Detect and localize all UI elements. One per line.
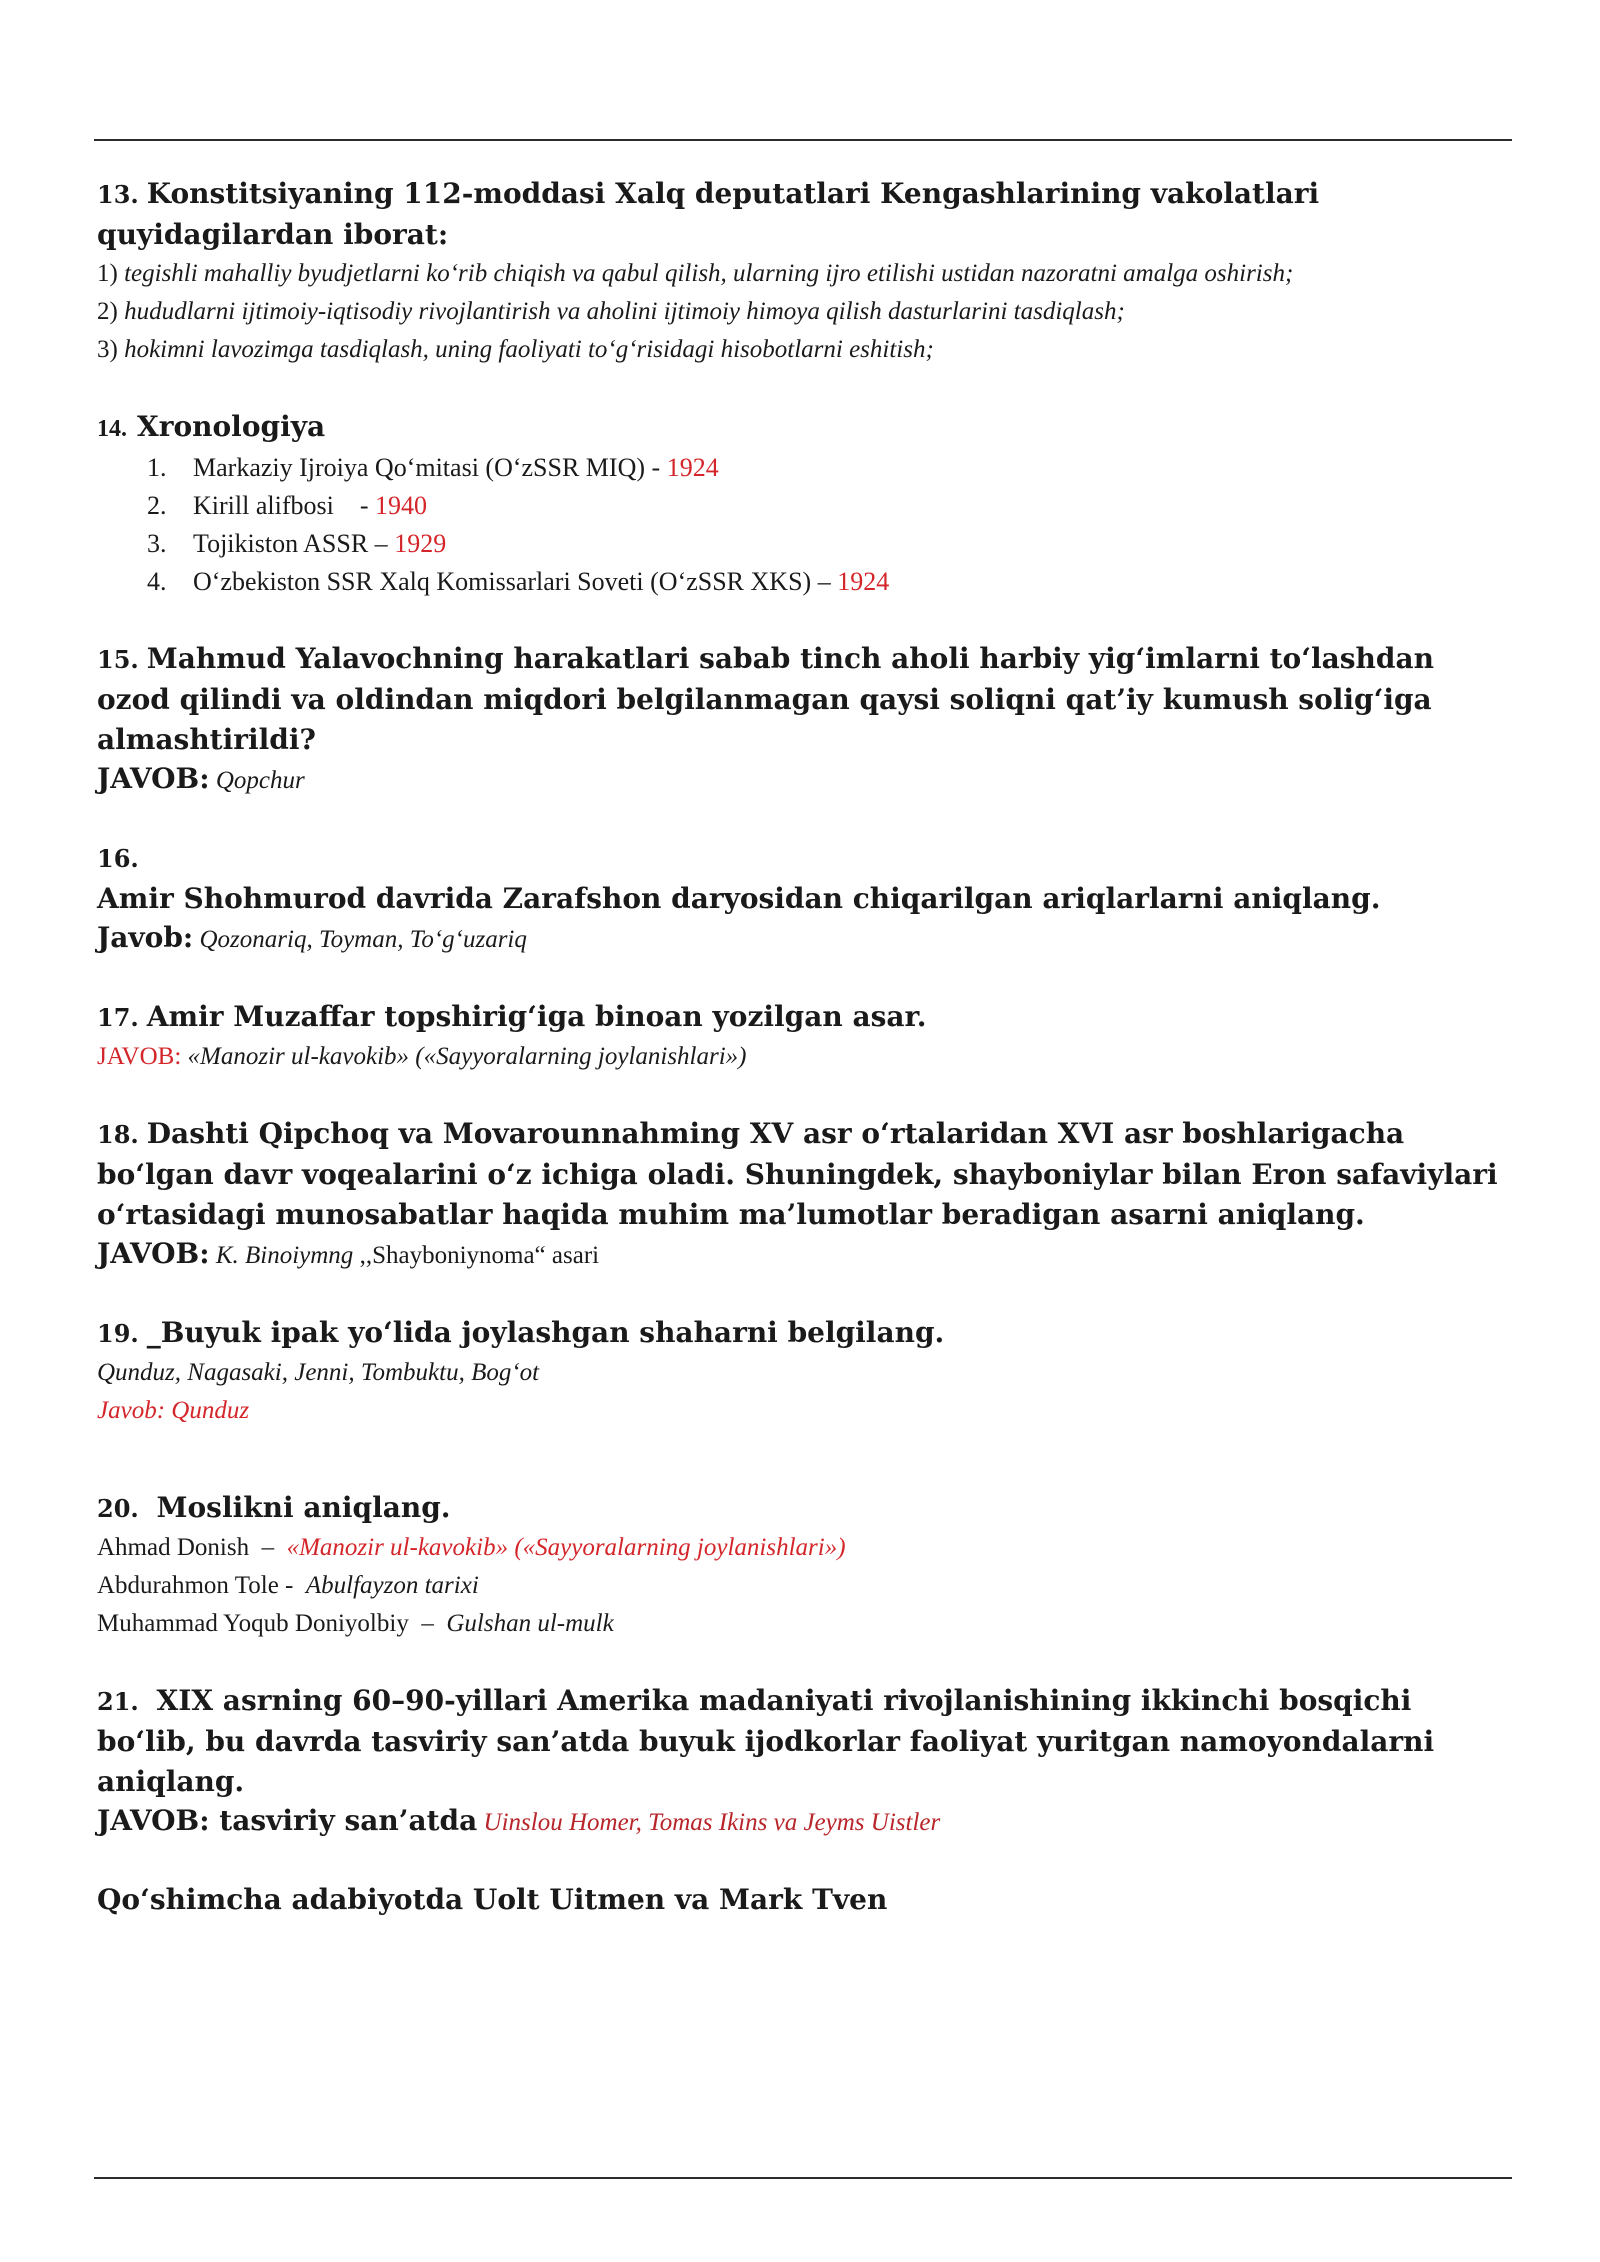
question-number: 19. [97,1319,139,1348]
footer-rule [94,2177,1512,2179]
question-number: 18. [97,1120,139,1149]
question-number: 14. [97,416,127,442]
header-rule [94,139,1512,141]
question-number: 15. [97,645,139,674]
list-item: 4. O‘zbekiston SSR Xalq Komissarlari Soveti (O‘zSSR XKS) – 1924 [147,567,890,596]
question-19 [97,1313,1507,1430]
question-number: 16. [97,844,139,873]
answer-line: JAVOB: tasviriy san’atda Uinslou Homer, Tomas Ikins va Jeyms Uistler [97,1804,941,1837]
question-title: Xronologiya [137,410,326,443]
question-18 [97,1114,1507,1275]
question-title: _Buyuk ipak yo‘lida joylashgan shaharni belgilang. [146,1316,945,1349]
question-title: Dashti Qipchoq va Movarounnahming XV asr o‘rtalaridan XVI asr boshlarigacha bo‘lgan davr voqealarini o‘z ichiga oladi. Shuningdek, shayboniylar bilan Eron safaviylari o‘rtasidagi munosabatlar haqida muhim ma’lumotlar beradigan asarni aniqlang. [97,1117,1498,1231]
question-number: 13. [97,180,139,209]
answer-line: Javob: Qozonariq, Toyman, To‘g‘uzariq [97,921,527,954]
additional-note: Qo‘shimcha adabiyotda Uolt Uitmen va Mark Tven [97,1883,888,1916]
answer-line: JAVOB: K. Binoiymng ,,Shayboniynoma“ asari [97,1237,600,1270]
question-17 [97,997,1507,1076]
question-number: 17. [97,1003,139,1032]
question-number: 21. [97,1687,139,1716]
question-15 [97,639,1507,800]
question-16 [97,838,1507,959]
match-row: Abdurahmon Tole - Abulfayzon tarixi [97,1572,479,1599]
question-number: 20. [97,1494,139,1523]
list-item: 2. Kirill alifbosi - 1940 [147,491,427,520]
list-item: 1) tegishli mahalliy byudjetlarni ko‘rib chiqish va qabul qilish, ularning ijro etilishi ustidan nazoratni amalga oshirish; [97,260,1294,287]
list-item: 3. Tojikiston ASSR – 1929 [147,529,447,558]
question-13 [97,174,1507,369]
question-21 [97,1681,1507,1842]
question-title: Amir Muzaffar topshirig‘iga binoan yozilgan asar. [146,1000,927,1033]
list-item: 1. Markaziy Ijroiya Qo‘mitasi (O‘zSSR MIQ) - 1924 [147,453,719,482]
chronology-list [97,449,1507,601]
match-row: Muhammad Yoqub Doniyolbiy – Gulshan ul-mulk [97,1610,614,1637]
list-item: 3) hokimni lavozimga tasdiqlash, uning faoliyati to‘g‘risidagi hisobotlarni eshitish; [97,336,934,363]
document-body [97,174,1507,1920]
answer-line: JAVOB: «Manozir ul-kavokib» («Sayyoralarning joylanishlari») [97,1043,747,1070]
options-line: Qunduz, Nagasaki, Jenni, Tombuktu, Bog‘ot [97,1359,540,1386]
question-title: Konstitsiyaning 112-moddasi Xalq deputatlari Kengashlarining vakolatlari quyidagilardan iborat: [97,177,1320,251]
list-item: 2) hududlarni ijtimoiy-iqtisodiy rivojlantirish va aholini ijtimoiy himoya qilish dasturlarini tasdiqlash; [97,298,1125,325]
match-row: Ahmad Donish – «Manozir ul-kavokib» («Sayyoralarning joylanishlari») [97,1534,846,1561]
question-20 [97,1488,1507,1643]
question-title: XIX asrning 60–90-yillari Amerika madaniyati rivojlanishining ikkinchi bosqichi bo‘lib, bu davrda tasviriy san’atda buyuk ijodkorlar faoliyat yuritgan namoyondalarni aniqlang. [97,1684,1435,1798]
question-title: Amir Shohmurod davrida Zarafshon daryosidan chiqarilgan ariqlarlarni aniqlang. [97,882,1381,915]
answer-line: JAVOB: Qopchur [97,762,305,795]
question-title: Mahmud Yalavochning harakatlari sabab tinch aholi harbiy yig‘imlarni to‘lashdan ozod qilindi va oldindan miqdori belgilanmagan qaysi soliqni qat’iy kumush solig‘iga almashtirildi? [97,642,1434,756]
question-14 [97,407,1507,601]
answer-line: Javob: Qunduz [97,1397,250,1424]
question-title: Moslikni aniqlang. [156,1491,451,1524]
